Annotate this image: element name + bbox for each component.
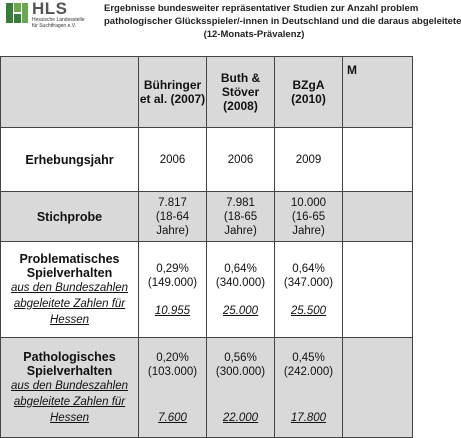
cell-pathologisch-buehringer (139, 338, 207, 438)
cell-stichprobe-partial (343, 192, 413, 242)
row-label-stichprobe: Stichprobe (1, 192, 139, 242)
sub-label-line-1: aus den Bundeszahlen (10, 379, 128, 392)
cell-erhebungsjahr-bzga: 2009 (275, 128, 343, 192)
label-line-1: Problematisches (19, 251, 120, 266)
hessen-value: 25.000 (222, 304, 259, 317)
column-header-buehringer: Bühringer et al. (2007) (139, 57, 207, 128)
page-header (0, 0, 461, 56)
pct-value: 0,20% (156, 351, 189, 364)
logo-name: HLS (32, 0, 68, 18)
cell-stichprobe-buehringer (139, 192, 207, 242)
sub-label-line-3: Hessen (50, 411, 89, 424)
stichprobe-n: 10.000 (290, 196, 327, 209)
abs-value: (149.000) (147, 276, 198, 289)
hessen-value: 10.955 (154, 304, 191, 317)
pct-value: 0,56% (224, 351, 257, 364)
stichprobe-n: 7.981 (226, 196, 255, 209)
hessen-value: 7.600 (158, 411, 187, 424)
sub-label-line-3: Hessen (50, 313, 89, 326)
table-row-stichprobe (1, 192, 413, 242)
cell-erhebungsjahr-buehringer: 2006 (139, 128, 207, 192)
cell-problematisch-partial (343, 242, 413, 338)
stichprobe-n: 7.817 (158, 196, 187, 209)
row-label-erhebungsjahr: Erhebungsjahr (1, 128, 139, 192)
cell-problematisch-buehringer (139, 242, 207, 338)
table-row-pathologisch (1, 338, 413, 438)
hessen-value: 25.500 (290, 304, 327, 317)
abs-value: (103.000) (147, 365, 198, 378)
cell-pathologisch-buth-stoever (207, 338, 275, 438)
column-header-bzga: BZgA (2010) (275, 57, 343, 128)
stichprobe-age: (18-64 Jahre) (155, 210, 190, 237)
pct-value: 0,29% (156, 262, 189, 275)
sub-label-line-2: abgeleitete Zahlen für (13, 297, 126, 310)
abs-value: (300.000) (215, 365, 266, 378)
label-line-2: Spielverhalten (26, 265, 113, 280)
abs-value: (347.000) (283, 276, 334, 289)
header-corner-cell (1, 57, 139, 128)
cell-erhebungsjahr-partial (343, 128, 413, 192)
studies-table (0, 56, 413, 438)
abs-value: (340.000) (215, 276, 266, 289)
abs-value: (242.000) (283, 365, 334, 378)
hessen-value: 17.800 (290, 411, 327, 424)
cell-problematisch-buth-stoever (207, 242, 275, 338)
cell-stichprobe-buth-stoever (207, 192, 275, 242)
pct-value: 0,64% (292, 262, 325, 275)
pct-value: 0,64% (224, 262, 257, 275)
table-row-problematisch (1, 242, 413, 338)
cell-pathologisch-partial (343, 338, 413, 438)
stichprobe-age: (18-65 Jahre) (223, 210, 258, 237)
cell-pathologisch-bzga (275, 338, 343, 438)
cell-problematisch-bzga (275, 242, 343, 338)
column-header-partial: M (343, 57, 413, 128)
title-line-1: Ergebnisse bundesweiter repräsentativer Studien zur Anzahl problem (104, 3, 419, 14)
hls-logo-icon (4, 1, 30, 25)
cell-erhebungsjahr-buth-stoever: 2006 (207, 128, 275, 192)
document-title (104, 2, 461, 41)
logo-subtitle-2: für Suchtfragen e.V. (32, 23, 77, 29)
row-label-problematisch (1, 242, 139, 338)
sub-label-line-1: aus den Bundeszahlen (10, 281, 128, 294)
label-line-1: Pathologisches (23, 349, 116, 364)
table-row-erhebungsjahr (1, 128, 413, 192)
table-header-row (1, 57, 413, 128)
label-line-2: Spielverhalten (26, 363, 113, 378)
title-line-3: (12-Monats-Prävalenz) (203, 29, 305, 40)
hls-logo (2, 0, 102, 30)
pct-value: 0,45% (292, 351, 325, 364)
hessen-value: 22.000 (222, 411, 259, 424)
title-line-2: pathologischer Glücksspieler/-innen in Deutschland und die daraus abgeleitete (104, 16, 461, 27)
sub-label-line-2: abgeleitete Zahlen für (13, 395, 126, 408)
stichprobe-age: (16-65 Jahre) (291, 210, 326, 237)
logo-subtitle-1: Hessische Landesstelle (32, 17, 85, 23)
column-header-buth-stoever: Buth & Stöver (2008) (207, 57, 275, 128)
row-label-pathologisch (1, 338, 139, 438)
cell-stichprobe-bzga (275, 192, 343, 242)
